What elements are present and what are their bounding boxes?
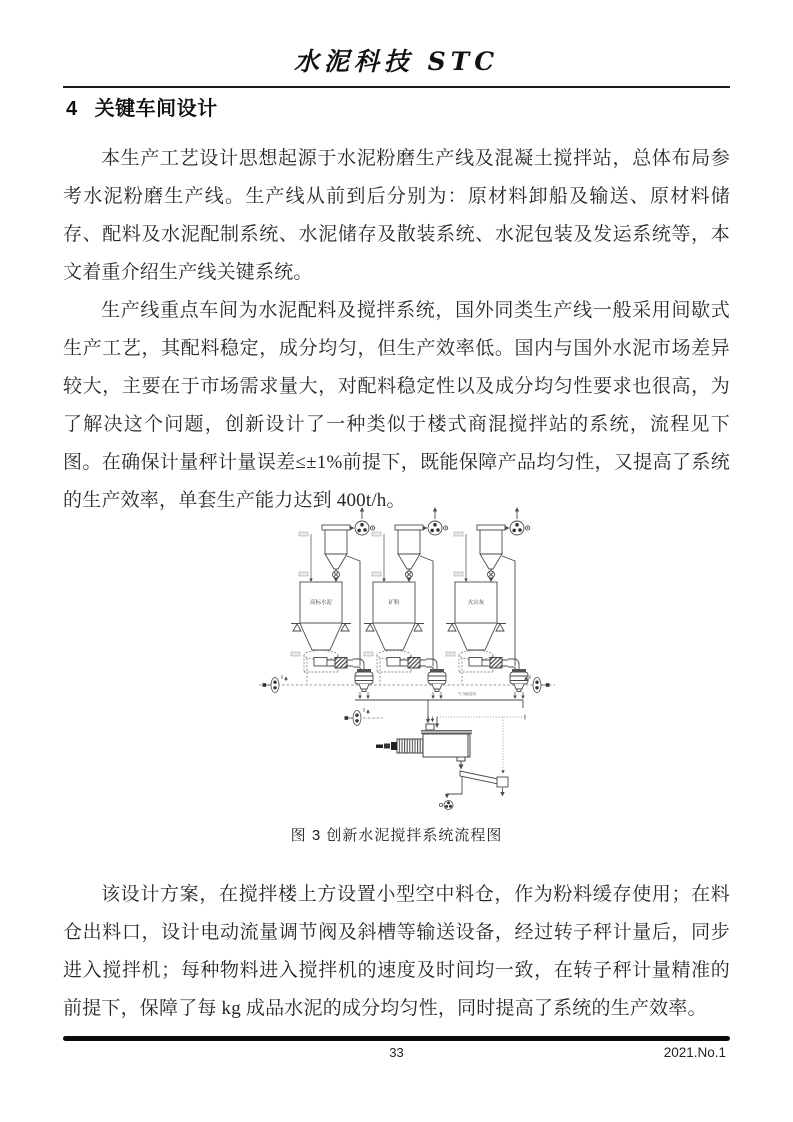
silo-label-3: 火山灰 bbox=[467, 600, 485, 606]
journal-title: 水泥科技 STC bbox=[293, 47, 500, 76]
page-number: 33 bbox=[389, 1045, 404, 1060]
paragraph-1: 本生产工艺设计思想起源于水泥粉磨生产线及混凝土搅拌站，总体布局参考水泥粉磨生产线。生产线从前到后分别为：原材料卸船及输送、原材料储存、配料及水泥配制系统、水泥储存及散装系统、水泥包装及发运系统等，本文着重介绍生产线关键系统。 bbox=[63, 148, 730, 283]
paragraph-2: 生产线重点车间为水泥配料及搅拌系统，国外同类生产线一般采用间歇式生产工艺，其配料稳定，成分均匀，但生产效率低。国内与国外水泥市场差异较大，主要在于市场需求量大，对配料稳定性以及成分均匀性要求也很高，为了解决这个问题，创新设计了一种类似于楼式商混搅拌站的系统，流程见下图。在确保计量秤计量误差≤±1%前提下，既能保障产品均匀性，又提高了系统的生产效率，单套生产能力达到 400t/h。 bbox=[63, 300, 730, 511]
feeding-unit-3 bbox=[446, 508, 530, 698]
process-flow-diagram bbox=[245, 503, 560, 821]
footer bbox=[63, 1045, 730, 1063]
section-title: 关键车间设计 bbox=[94, 98, 218, 120]
silo-label-2: 矿粉 bbox=[388, 600, 400, 606]
mixer-motor bbox=[376, 739, 423, 753]
blower-right bbox=[526, 675, 550, 693]
header-rule bbox=[63, 86, 730, 88]
paragraph-3: 该设计方案，在搅拌楼上方设置小型空中料仓，作为粉料缓存使用；在料仓出料口，设计电动流量调节阀及斜槽等输送设备，经过转子秤计量后，同步进入搅拌机；每种物料进入搅拌机的速度及时间均一致，在转子秤计量精准的前提下，保障了每 kg 成品水泥的成分均匀性，同时提高了系统的生产效率。 bbox=[63, 884, 730, 1019]
mixer bbox=[376, 724, 472, 769]
collecting-header bbox=[355, 700, 523, 708]
section-heading bbox=[66, 92, 218, 121]
air-slide-conveyor bbox=[460, 771, 498, 784]
blower-left bbox=[263, 675, 287, 693]
pipeline-label: 气力输送线 bbox=[458, 692, 476, 696]
blower-lower bbox=[345, 708, 369, 726]
footer-rule bbox=[63, 1036, 730, 1041]
slide-fan-icon bbox=[439, 801, 453, 810]
feeding-unit-1 bbox=[291, 508, 375, 698]
mixer-outlet bbox=[457, 757, 465, 761]
issue-number: 2021.No.1 bbox=[663, 1045, 726, 1060]
feeding-unit-2 bbox=[364, 508, 448, 698]
section-number: 4 bbox=[66, 98, 78, 120]
figure-caption: 图 3 创新水泥搅拌系统流程图 bbox=[290, 827, 503, 844]
silo-label-1: 高标水泥 bbox=[309, 600, 333, 606]
